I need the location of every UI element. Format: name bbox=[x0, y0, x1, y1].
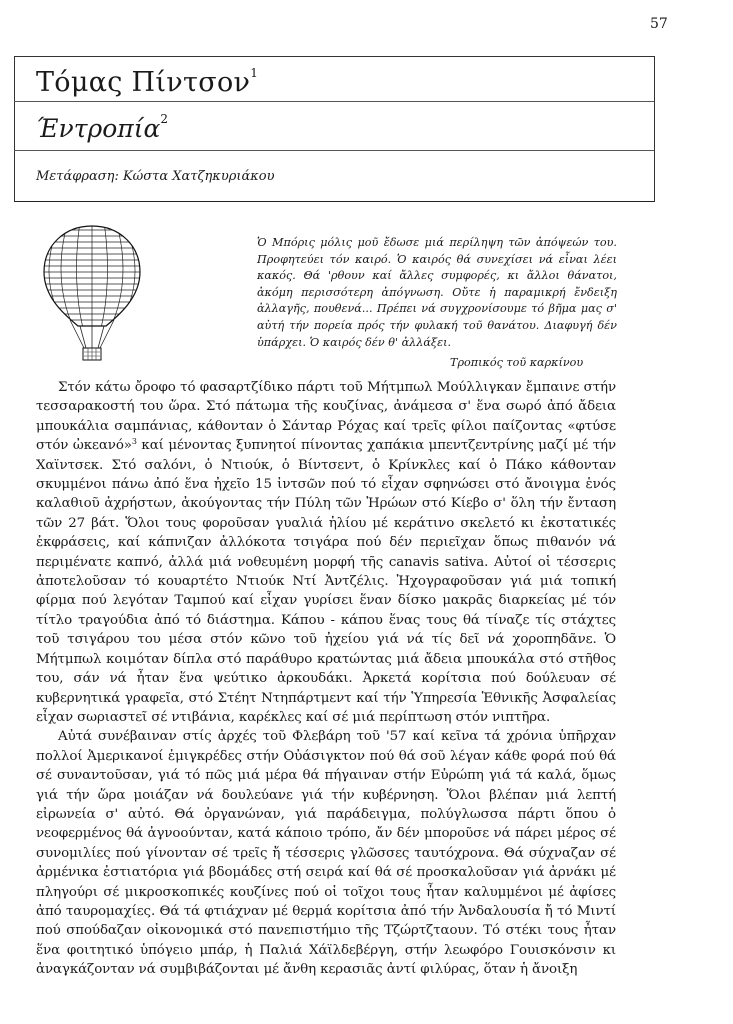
work-title bbox=[36, 112, 168, 143]
author-name-text: Τόμας Πίντσον bbox=[36, 67, 251, 98]
page-number: 57 bbox=[650, 16, 668, 32]
body-text bbox=[36, 378, 616, 980]
author-name bbox=[36, 66, 258, 98]
hot-air-balloon-icon bbox=[40, 222, 144, 364]
work-title-text: Έντροπία bbox=[36, 114, 161, 143]
header-frame-right bbox=[654, 56, 655, 202]
header-frame-top bbox=[14, 56, 654, 57]
paragraph-1-part-b: καί μένοντας ξυπνητοί πίνοντας χαπάκια μπεντζεντρίνης μαζί μέ τήν Χαϊντσεκ. Στό σαλόνι, ὁ Ντιούκ, ὁ Βίντσεντ, ὁ Κρίνκλες καί ὁ Πάκο κάθονταν σκυμμένοι πάνω ἀπό ἕνα ἠχεῖο 15 ἰντσῶν πού τό εἶχαν σφηνώσει στό ἄνοιγμα ἑνός καλαθιοῦ ἀχρήστων, ἀκούγοντας τήν Πύλη τῶν Ἡρώων στό Κίεβο σ' ὅλη τήν ἔνταση τῶν 27 βάτ. Ὅλοι τους φοροῦσαν γυαλιά ἡλίου μέ κεράτινο σκελετό κι ἐκστατικές ἐκφράσεις, καί κάπνιζαν ἀλλόκοτα τσιγάρα πού δέν περιεῖχαν ὅπως πιθανόν νά περιμένατε καπνό, ἀλλά μιά νοθευμένη μορφή τῆς canavis sativa. Αὐτοί οἱ τέσσερις ἀποτελοῦσαν τό κουαρτέτο Ντιούκ Ντί Ἀντζέλις. Ἠχογραφοῦσαν γιά μιά τοπική φίρμα πού λεγόταν Ταμπού καί εἶχαν γυρίσει ἕναν δίσκο μακρᾶς διαρκείας μέ τόν τίτλο τραγούδια ἀπό τό διάστημα. Κάπου - κάπου ἕνας τους θά τίναζε τίς στάχτες τοῦ τσιγάρου του μέσα στόν κῶνο τοῦ ἠχείου γιά νά τίς δεῖ νά χοροπηδᾶνε. Ὁ Μήτμπωλ κοιμόταν δίπλα στό παράθυρο κρατώντας μιά ἄδεια μπουκάλα στό στῆθος του, σάν νά ἦταν ἕνα ψεύτικο ἀρκουδάκι. Ἀρκετά κορίτσια πού δούλευαν σέ κυβερνητικά γραφεῖα, στό Στέητ Ντηπάρτμεντ καί τήν Ὑπηρεσία Ἐθνικῆς Ἀσφαλείας εἶχαν σωριαστεῖ σέ ντιβάνια, καρέκλες καί σέ μιά περίπτωση στόν νιπτῆρα. bbox=[36, 438, 616, 725]
footnote-marker-3: 3 bbox=[131, 437, 137, 447]
header-divider-1 bbox=[14, 101, 654, 102]
epigraph-source: Τροπικός τοῦ καρκίνου bbox=[450, 356, 584, 369]
epigraph-text: Ὁ Μπόρις μόλις μοῦ ἔδωσε μιά περίληψη τῶν ἀπόψεών του. Προφητεύει τόν καιρό. Ὁ καιρός θά συνεχίσει νά εἶναι λέει κακός. Θά 'ρθουν καί ἄλλες συμφορές, κι ἄλλοι θάνατοι, ἀκόμη περισσότερη ἀπόγνωση. Οὔτε ἡ παραμικρή ἔνδειξη ἀλλαγῆς, πουθενά... Πρέπει νά συγχρονίσουμε τό βῆμα μας σ' αὐτή τήν πορεία πρός τήν φυλακή τοῦ θανάτου. Διαφυγή δέν ὑπάρχει. Ὁ καιρός δέν θ' ἀλλάξει. bbox=[257, 236, 617, 349]
header-divider-2 bbox=[14, 150, 654, 151]
title-footnote-marker: 2 bbox=[160, 112, 169, 126]
author-footnote-marker: 1 bbox=[250, 66, 259, 80]
epigraph bbox=[257, 235, 617, 351]
paragraph-1-part-a: Στόν κάτω ὄροφο τό φασαρτζίδικο πάρτι τοῦ Μήτμπωλ Μούλλιγκαν ἔμπαινε στήν τεσσαρακοστή του ὥρα. Στό πάτωμα τῆς κουζίνας, ἀνάμεσα σ' ἕνα σωρό ἀπό ἄδεια μπουκάλια σαμπάνιας, κάθονταν ὁ Σάνταρ Ρόχας καί τρεῖς φίλοι παίζοντας «φτύσε στόν ὠκεανό» bbox=[36, 380, 616, 454]
paragraph-1 bbox=[36, 378, 616, 727]
header-divider-3 bbox=[14, 201, 654, 202]
header-frame-left bbox=[14, 56, 15, 202]
translator-credit: Μετάφραση: Κώστα Χατζηκυριάκου bbox=[36, 169, 275, 184]
paragraph-2: Αὐτά συνέβαιναν στίς ἀρχές τοῦ Φλεβάρη τοῦ '57 καί κεῖνα τά χρόνια ὑπῆρχαν πολλοί Ἀμερικανοί ἐμιγκρέδες στήν Οὐάσιγκτον πού θά σοῦ λέγαν κάθε φορά πού θά σέ συναντοῦσαν, γιά τό πῶς μιά μέρα θά πήγαιναν στήν Εὐρώπη γιά τά καλά, ὅμως γιά τήν ὥρα μοιάζαν νά δουλεύανε γιά τήν κυβέρνηση. Ὅλοι βλέπαν μιά λεπτή εἰρωνεία σ' αὐτό. Θά ὀργανώναν, γιά παράδειγμα, πολύγλωσσα πάρτι ὅπου ὁ νεοφερμένος θά ἀγνοούνταν, κατά κάποιο τρόπο, ἄν δέν μποροῦσε νά πάρει μέρος σέ συνομιλίες πού γίνονταν σέ τρεῖς ἤ τέσσερις γλῶσσες ταυτόχρονα. Θά σύχναζαν σέ ἀρμένικα ἐστιατόρια γιά βδομάδες στή σειρά καί θά σέ προσκαλοῦσαν γιά ἀρνάκι μέ πληγούρι σέ μικροσκοπικές κουζίνες πού οἱ τοῖχοι τους ἦταν καλυμμένοι μέ ἀφίσες ἀπό ταυρομαχίες. Θά τά φτιάχναν μέ θερμά κορίτσια ἀπό τήν Ἀνδαλουσία ἤ τό Μιντί πού σπούδαζαν οἰκονομικά στό πανεπιστήμιο τῆς Τζώρτζταουν. Τό στέκι τους ἦταν ἕνα φοιτητικό ὑπόγειο μπάρ, ἡ Παλιά Χάϊλδεβέργη, στήν λεωφόρο Γουισκόνσιν κι ἀναγκάζονταν νά συμβιβάζονται μέ ἄνθη κερασιᾶς ἀντί φιλύρας, ὅταν ἡ ἄνοιξη bbox=[36, 729, 616, 978]
